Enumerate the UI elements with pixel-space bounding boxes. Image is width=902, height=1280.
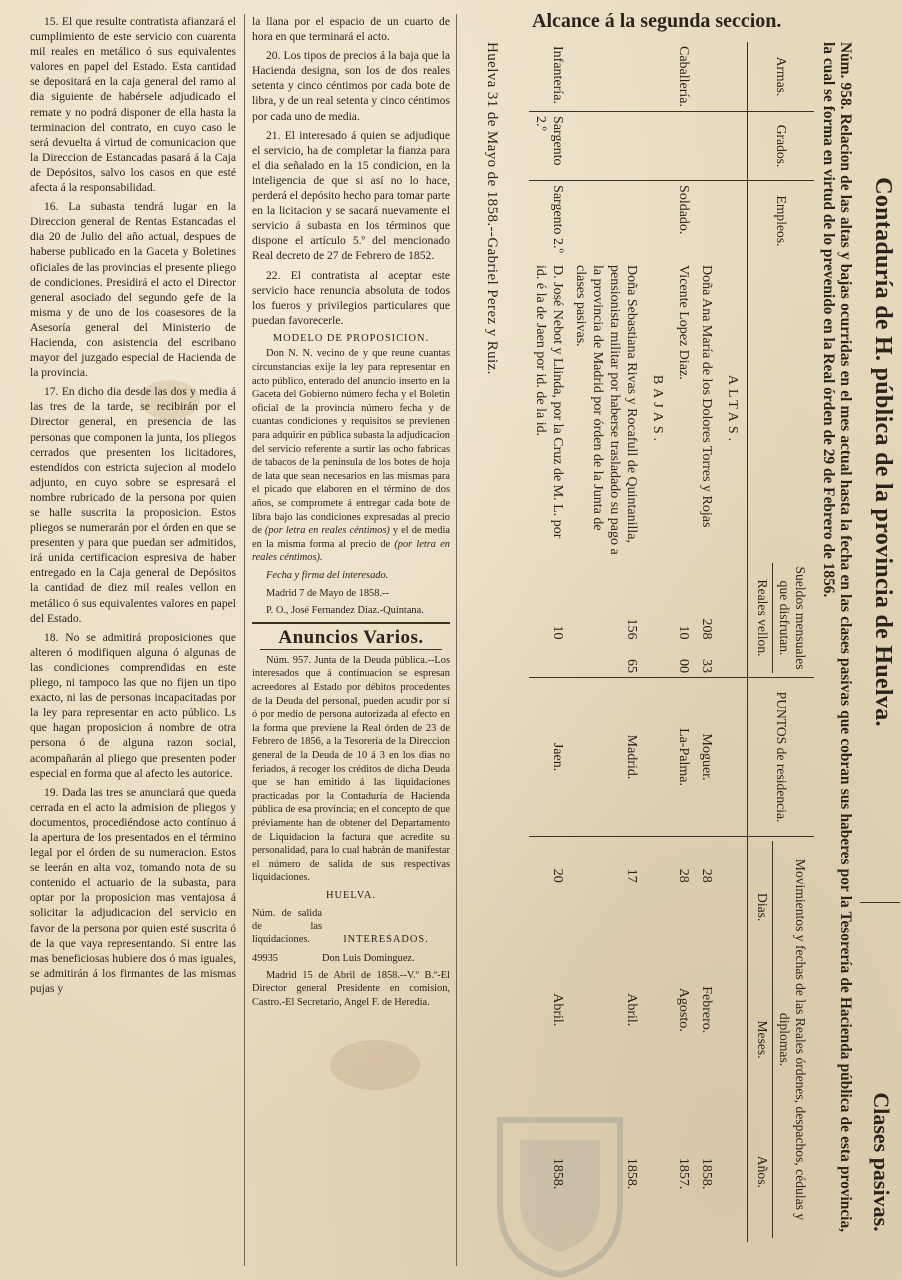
row-ano: 1858. [624, 1157, 639, 1190]
condition-16: 16. La subasta tendrá lugar en la Direccion general de Rentas Estancadas el dia 20 de Julio del año actual, despues de haberse publicado en la Gaceta y Boletines oficiales de las provincias el presente pliego de condiciones. Presidirá el acto el Director general asociado del segundo gefe de la misma y de uno de los coasesores de la Asesoría general del Ministerio de Hacienda, con asistencia del escribano mayor del juzgado especial de Hacienda de la provincia. [30, 200, 236, 380]
row-centimos: 33 [699, 659, 714, 674]
row-mes: Abril. [624, 993, 639, 1027]
row-mes: Agosto. [676, 987, 691, 1032]
section-rule [252, 622, 450, 624]
anuncios-varios-heading: Anuncios Varios. [278, 626, 424, 648]
table-row [529, 42, 569, 1242]
modelo-mid: y el de media en la misma forma al precio de [252, 525, 450, 550]
dias-label: Dias. [755, 893, 770, 922]
row-mes: Abril. [550, 993, 565, 1027]
row-dia: 28 [676, 868, 691, 883]
po-signature: P. O., José Fernandez Diaz.-Quintana. [266, 605, 424, 617]
row-sueldo [695, 559, 718, 678]
col-grados: Grados. [748, 112, 815, 181]
modelo-text: Don N. N. vecino de y que reune cuantas circunstancias exije la ley para representar en acto público, enterado del anuncio inserto en la Gaceta del Gobierno número fecha y el Boletin oficial de la provincia número fecha y de cuantas condiciones y requisitos se previenen para adquirir en pública subasta la adjudicacion del servicio referente a surtir las ocho fabricas de tabacos de la península de los botes de hoja de lata que sean necesarios en las mismas para el picado que elaboren en el término de dos años, se compromete á entregar cada bote de libra bajo las condiciones expresadas al precio de [252, 348, 450, 537]
huelva-label: HUELVA. [325, 889, 376, 901]
interesados-label: INTERESADOS. [343, 933, 429, 945]
column-divider [456, 14, 457, 1266]
clases-pasivas-title: Clases pasivas. [869, 1092, 894, 1232]
row-grado [695, 112, 718, 181]
huelva-signature-footer: Huelva 31 de Mayo de 1858.--Gabriel Perez y Ruiz. [484, 42, 500, 375]
anuncio-957: Núm. 957. Junta de la Deuda pública.--Los interesados que á continuacion se espresan acreedores al Estado por débitos procedentes de la Deuda del personal, pueden acudir por sí ó por medio de persona autorizada al efecto en la forma que previene la Real órden de 23 de Febrero de 1856, a la Tesorería de la Direccion general de la Deuda de 10 á 3 en los dias no feriados, á recoger los créditos de dicha Deuda que se han emitido á las liquidaciones practicadas por la Contaduría de Hacienda pública de esa provincia; en el concepto de que préviamente han de obtener del Departamento de Liquidacion la factura que acredite su personalidad, para lo cual habrán de manifestar el número de salida de sus respectivas liquidaciones. [252, 654, 450, 884]
modelo-price-2: (por letra en reales céntimos). [252, 538, 450, 564]
anos-label: Años. [755, 1155, 770, 1188]
row-reales: 10 [550, 625, 565, 640]
row-nombre: Doña Ana María de los Dolores Torres y Rojas [699, 265, 714, 528]
row-centimos: 65 [624, 659, 639, 674]
row-arma: Caballería. [672, 42, 695, 112]
row-nombre: D. José Nebot y Llinda, por la Cruz de M. L. por id. é la de Jaen por id. de la id. [533, 265, 565, 539]
row-ano: 1858. [699, 1157, 714, 1190]
row-ano: 1858. [550, 1157, 565, 1190]
modelo-price-1: (por letra en reales céntimos) [264, 525, 390, 537]
condition-20: 20. Los tipos de precios á la baja que la Hacienda designa, son los de dos reales setenta y cinco céntimos por cada bote de libra, y de un real setenta y cinco céntimos por cada uno de media. [252, 49, 450, 123]
row-residencia: Moguer. [695, 678, 718, 837]
row-empleo: Sargento 2.º [550, 185, 565, 253]
row-dia: 20 [550, 868, 565, 883]
row-nombre: Doña Sebastiana Rivas y Rocafull de Quintanilla, pensionista militar por haberse trasladado su pago a la provincia de Madrid por órden de la Junta de clases pasivas. [573, 265, 639, 555]
condition-15: 15. El que resulte contratista afianzará el cumplimiento de este servicio con cuarenta mil reales en metálico ó sus equivalentes valores en papel del Estado. Esta cantidad se depositará en la caja general del ramo al dia siguiente de habérsele adjudicado el remate y no podrá disponer de ella hasta la terminacion del contrato, en cuyo caso le será devuelta á virtud de comunicacion que la Direccion de Estancadas pasará á la Caja de Depósitos, salvo los casos en que esté afecta á la responsabilidad. [30, 15, 236, 195]
row-residencia: Jaen. [529, 678, 569, 837]
section-rule [260, 649, 442, 650]
anuncio-closing: Madrid 15 de Abril de 1858.--V.º B.º-El Director general Presidente en comision, Castro.-El Secretario, Angel F. de Heredia. [252, 969, 450, 1008]
row-arma [695, 42, 718, 112]
condition-21: 21. El interesado á quien se adjudique el servicio, ha de completar la fianza para el dia señalado en la 15 condicion, en la inteligencia de que si así no lo hace, perderá el depósito hecho para tomar parte en la licitacion y se sacará nuevamente el servicio á subasta en los términos que dispone el artículo 5.º del mencionado Real decreto de 27 de Febrero de 1852. [252, 128, 450, 263]
madrid-date: Madrid 7 de Mayo de 1858.-- [266, 587, 389, 599]
modelo-title: MODELO DE PROPOSICION. [272, 332, 430, 344]
column-divider [244, 14, 245, 1266]
interesado-num: 49935 [252, 952, 278, 964]
title-separator [860, 902, 900, 903]
col-armas: Armas. [748, 42, 815, 112]
row-reales: 156 [624, 618, 639, 640]
altas-bajas-table [529, 42, 814, 1242]
middle-text-column [252, 14, 450, 1268]
row-sueldo [569, 559, 643, 678]
table-row [569, 42, 643, 1242]
altas-label: ALTAS. [725, 374, 740, 446]
row-grado [569, 112, 643, 181]
reales-vellon-label: Reales vellon. [754, 563, 773, 673]
interesado-name: Don Luis Dominguez. [322, 952, 415, 964]
row-arma [569, 42, 643, 112]
condition-18: 18. No se admitirá proposiciones que alteren ó modifiquen alguna ó algunas de las condiciones comprendidas en este pliego, ni tampoco las que no fijen un tipo exacto, ni las de personas incapacitadas por la ley para representar en acto público. Ls que hagan proposicion á nombre de otra persona ó de alguna razon social, acompañarán al pliego que presenten poder especial en forma que al afecto les autorice. [30, 630, 236, 780]
left-text-column [30, 14, 236, 1268]
row-empleo: Soldado. [676, 185, 691, 235]
condition-continuation: la llana por el espacio de un cuarto de hora en que terminará el acto. [252, 15, 450, 44]
modelo-proposicion [252, 347, 450, 565]
row-grado [672, 112, 695, 181]
alcance-header: Alcance á la segunda seccion. [532, 10, 782, 32]
meses-label: Meses. [755, 1020, 770, 1059]
relacion-intro: Núm. 958. Relacion de las altas y bajas ocurridas en el mes actual hasta la fecha en las clases pasivas que cobran sus haberes por la Tesorería de Hacienda pública de esta provincia, la cual se forma en virtud de lo prevenido en la Real órden de 29 de Febrero de 1856. [820, 42, 854, 1232]
condition-19: 19. Dada las tres se anunciará que queda cerrada en el acto la admision de pliegos y documentos, procediéndose acto contínuo á la apertura de los presentados en el término legal por el órden de su numeracion. Estos se leerán en alta voz, tomando nota de su contenido el actuario de la subasta, para optar por la proposicion mas ventajosa á solicitar la adjudicacion del servicio en favor de la persona por quien esté suscrita ó de la que vaya representando. Si entre las mas beneficiosas hubiere dos ó mas iguales, se admitirán á los firmantes de las mismas pujas y [30, 785, 236, 995]
sueldos-label: Sueldos mensuales que disfrutan. [777, 566, 808, 670]
condition-17: 17. En dicho dia desde las dos y media á las tres de la tarde, se recibirán por el Director general, en presencia de las personas que componen la junta, los pliegos cerrados que presenten los licitadores, estendidos con estricta sujecion al modelo adjunto, en cuyo sobre se espresará el nombre rubricado de la persona por quien se halle suscrita la proposicion. Estos pliegos se numerarán por el órden en que se presenten y para que puedan ser admitidos, irá unida certificacion espresiva de haber entregado en la Caja general de Depósitos la cantidad de diez mil reales vellon en metálico ó sus equivalentes valores en papel del Estado. [30, 385, 236, 625]
row-dia: 17 [624, 868, 639, 883]
row-residencia: Madrid. [569, 678, 643, 837]
bajas-label: BAJAS. [650, 374, 665, 446]
clases-pasivas-rotated-section [460, 42, 900, 1278]
row-mes: Febrero. [699, 986, 714, 1034]
row-reales: 208 [699, 618, 714, 640]
interesados-table [252, 907, 450, 965]
col-puntos: PUNTOS de residencia. [748, 678, 815, 837]
col-nombres [748, 261, 815, 559]
row-residencia: La-Palma. [672, 678, 695, 837]
movimientos-label: Movimientos y fechas de las Reales órdenes, despachos, cédulas y diplomas. [777, 858, 808, 1221]
row-reales: 10 [676, 625, 691, 640]
table-row [695, 42, 718, 1242]
col-sueldos [748, 559, 815, 678]
row-empleo [569, 181, 643, 262]
row-grado: Sargento 2.º [529, 112, 569, 181]
row-centimos: 00 [676, 659, 691, 674]
row-dia: 28 [699, 868, 714, 883]
row-sueldo [529, 559, 569, 678]
row-ano: 1857. [676, 1157, 691, 1190]
col-movimientos [748, 837, 815, 1242]
row-empleo [695, 181, 718, 262]
row-nombre: Vicente Lopez Diaz. [676, 265, 691, 380]
condition-22: 22. El contratista al aceptar este servicio hace renuncia absoluta de todos los fueros y privilegios particulares que puedan favorecerle. [252, 268, 450, 327]
col-empleos: Empleos. [748, 181, 815, 262]
table-row [672, 42, 695, 1242]
num-salida-label: Núm. de salida de las liquidaciones. [252, 907, 322, 945]
fecha-firma: Fecha y firma del interesado. [266, 569, 389, 581]
row-arma: Infantería. [529, 42, 569, 112]
contaduria-title: Contaduría de H. pública de la provincia de Huelva. [870, 177, 896, 727]
row-sueldo [672, 559, 695, 678]
